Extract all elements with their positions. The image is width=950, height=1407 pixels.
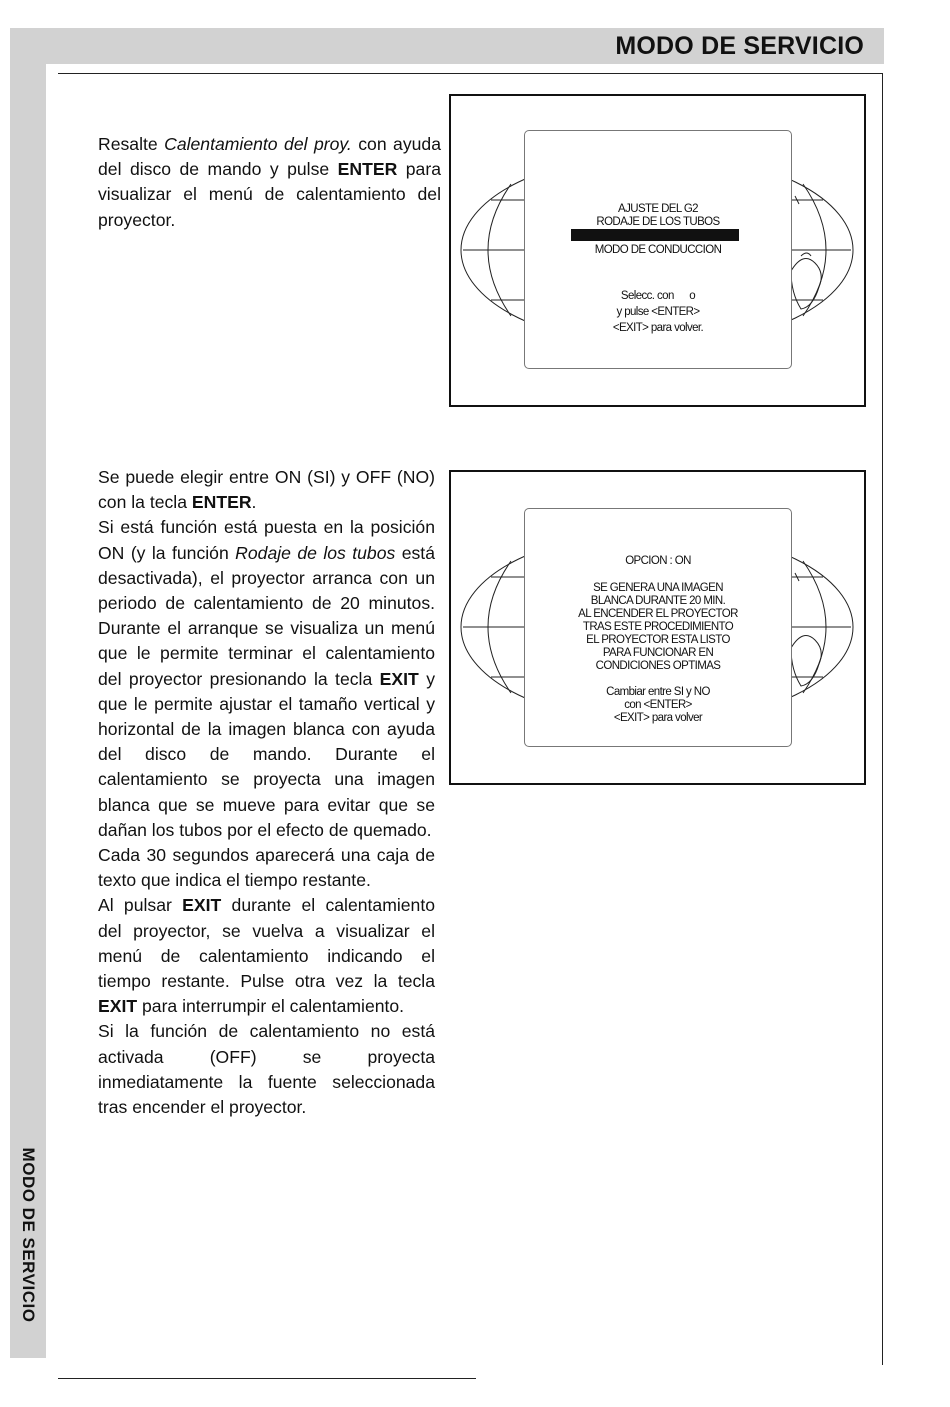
right-rule: [882, 73, 883, 1365]
hint-line-2: con <ENTER>: [624, 699, 692, 711]
key-enter: ENTER: [337, 159, 398, 180]
menu-item-rodaje[interactable]: RODAJE DE LOS TUBOS: [596, 216, 720, 228]
message-line-4: TRAS ESTE PROCEDIMIENTO: [582, 621, 734, 633]
menu-figure-2: [449, 470, 866, 785]
hint-line-3: <EXIT> para volver.: [612, 322, 704, 334]
osd-menu-1: [524, 130, 792, 369]
bottom-rule: [58, 1378, 476, 1379]
menu-item-g2[interactable]: AJUSTE DEL G2: [618, 203, 698, 215]
hint-line-3: <EXIT> para volver: [613, 712, 703, 724]
message-line-6: PARA FUNCIONAR EN: [602, 647, 714, 659]
menu-figure-1: [449, 94, 866, 407]
hint-line-1: Cambiar entre SI y NO: [606, 686, 710, 698]
hint-line-1: Selecc. con o: [620, 290, 696, 302]
paragraph-off: Si la función de calentamiento no está activada (OFF) se proyecta inmediatamente la fuente seleccionada tras encender el proyector.: [98, 1021, 435, 1118]
selection-highlight: [571, 229, 739, 241]
top-rule: [58, 73, 883, 74]
menu-item-conduccion[interactable]: MODO DE CONDUCCION: [594, 244, 722, 256]
paragraph-countdown: Cada 30 segundos aparecerá una caja de texto que indica el tiempo restante.: [98, 845, 435, 891]
section2-text: Se puede elegir entre ON (SI) y OFF (NO) con la tecla ENTER. Si está función está puesta en la posición ON (y la función Rodaje de los tubos está desactivada), el proyector arranca con un periodo de calentamiento de 20 minutos. Durante el arranque se visualiza un menú que le permite terminar el calentamiento del proyector presionando la tecla EXIT y que le permite ajustar el tamaño vertical y horizontal de la imagen blanca con ayuda del disco de mando. Durante el calentamiento se proyecta una imagen blanca que se mueve para evitar que se dañan los tubos por el efecto de quemado. Cada 30 segundos aparecerá una caja de texto que indica el tiempo restante. Al pulsar EXIT durante el calentamiento del proyector, se vuelva a visualizar el menú de calentamiento indicando el tiempo restante. Pulse otra vez la tecla EXIT para interrumpir el calentamiento. Si la función de calentamiento no está activada (OFF) se proyecta inmediatamente la fuente seleccionada tras encender el proyector.: [98, 465, 435, 1120]
hint-line-2: y pulse <ENTER>: [616, 306, 700, 318]
message-line-2: BLANCA DURANTE 20 MIN.: [590, 595, 726, 607]
italic-term: Rodaje de los tubos: [235, 542, 396, 563]
key-exit: EXIT: [98, 996, 138, 1017]
message-line-3: AL ENCENDER EL PROYECTOR: [578, 608, 738, 620]
message-line-1: SE GENERA UNA IMAGEN: [593, 582, 723, 594]
key-exit: EXIT: [379, 668, 419, 689]
message-line-7: CONDICIONES OPTIMAS: [595, 660, 721, 672]
key-enter: ENTER: [191, 492, 252, 513]
section1-paragraph: Resalte Calentamiento del proy. con ayuda del disco de mando y pulse ENTER para visualizar el menú de calentamiento del proyector.: [98, 134, 441, 230]
italic-term: Calentamiento del proy.: [164, 134, 352, 154]
osd-menu-2: [524, 508, 792, 747]
option-line: OPCION : ON: [625, 555, 691, 567]
page-title: MODO DE SERVICIO: [615, 32, 864, 60]
key-exit: EXIT: [182, 895, 222, 916]
side-tab-title: MODO DE SERVICIO: [19, 1147, 38, 1323]
message-line-5: EL PROYECTOR ESTA LISTO: [586, 634, 730, 646]
